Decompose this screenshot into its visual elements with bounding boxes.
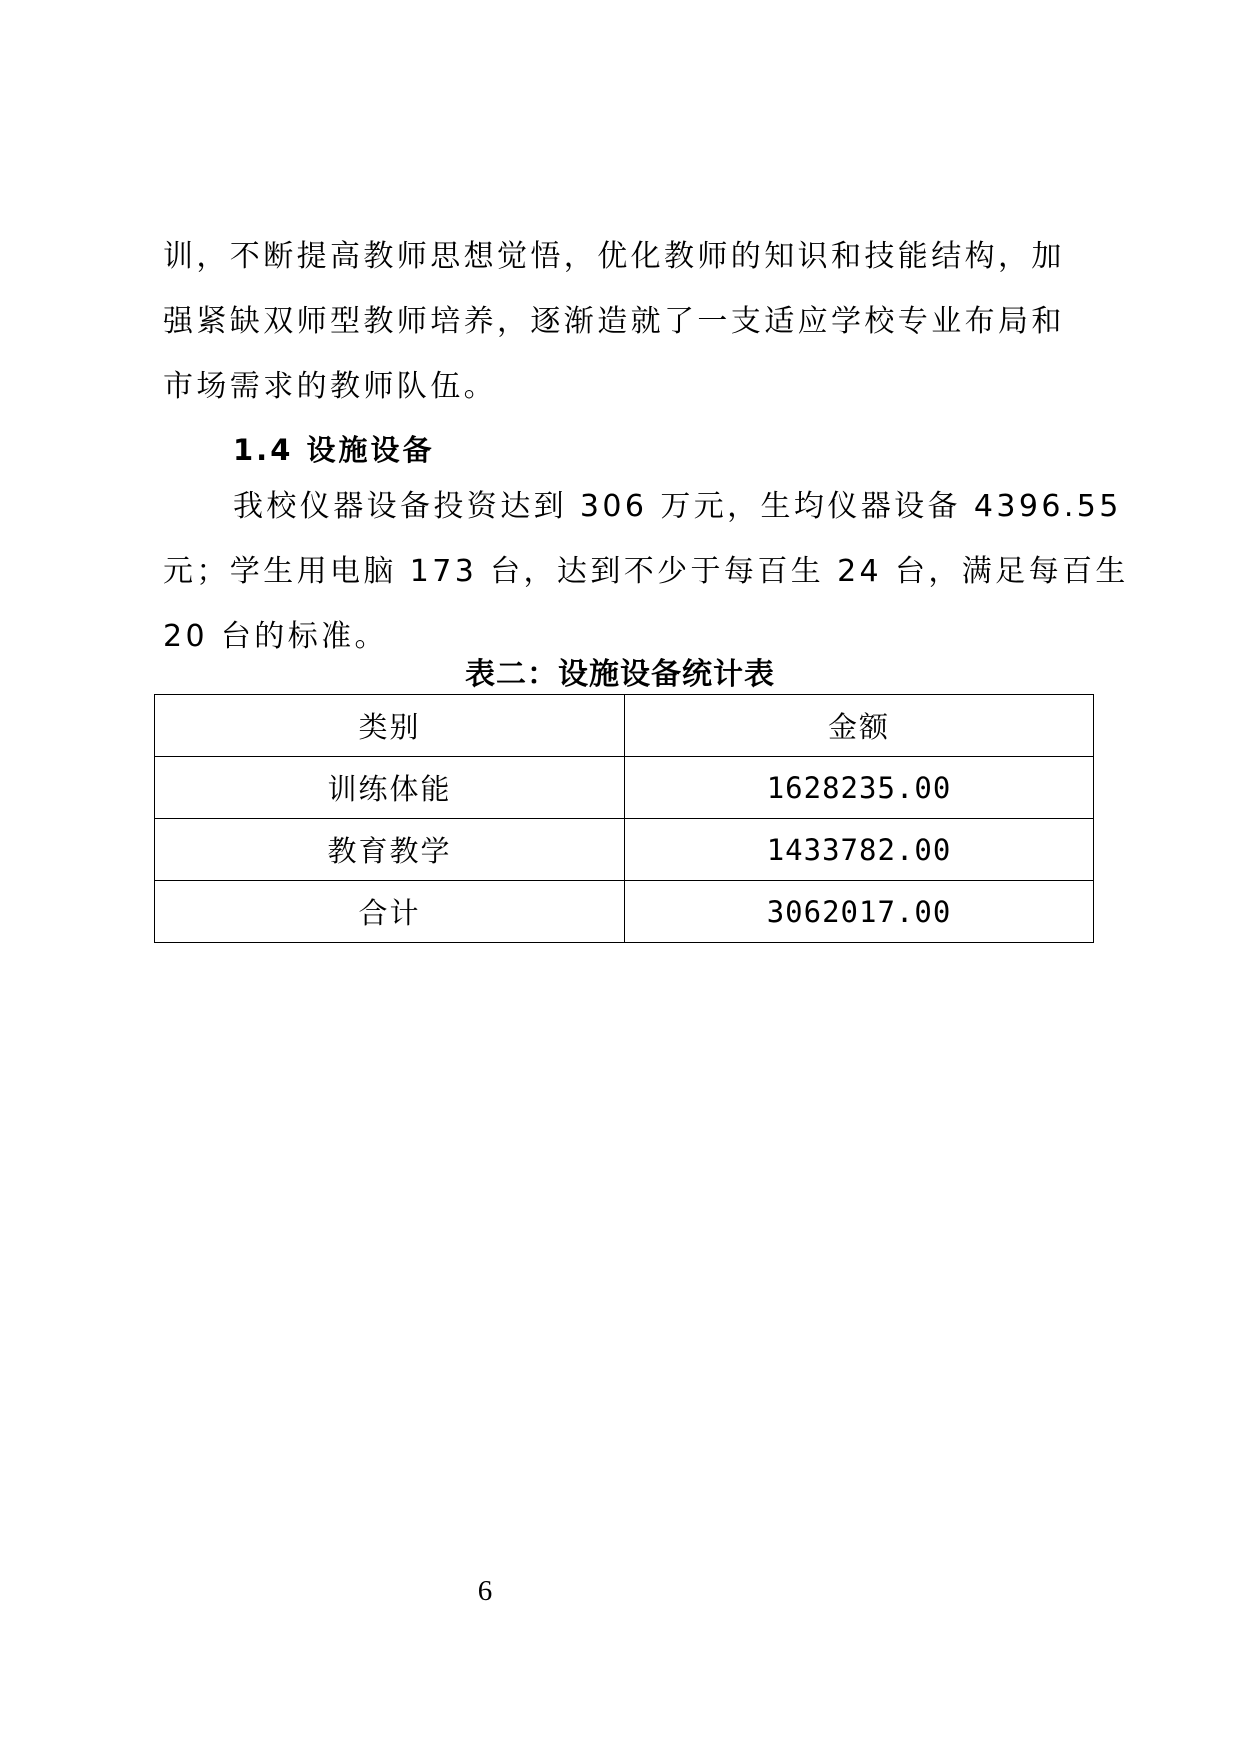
amount-cell: 1628235.00 (625, 757, 1094, 819)
amount-cell: 1433782.00 (625, 819, 1094, 881)
paragraph-line: 我校仪器设备投资达到 306 万元，生均仪器设备 4396.55 (233, 489, 1122, 524)
paragraph-line: 训，不断提高教师思想觉悟，优化教师的知识和技能结构，加 (163, 239, 1065, 274)
category-cell: 合计 (155, 881, 625, 943)
column-header-category: 类别 (155, 695, 625, 757)
section-heading: 1.4 设施设备 (233, 433, 435, 467)
page-number: 6 (477, 1575, 493, 1607)
table-row (155, 757, 1094, 819)
paragraph-line: 强紧缺双师型教师培养，逐渐造就了一支适应学校专业布局和 (163, 304, 1065, 339)
paragraph-line: 20 台的标准。 (163, 619, 388, 654)
body-paragraph (163, 224, 1088, 419)
paragraph-line: 元；学生用电脑 173 台，达到不少于每百生 24 台，满足每百生 (163, 554, 1129, 589)
equipment-statistics-table (154, 694, 1094, 943)
category-cell: 教育教学 (155, 819, 625, 881)
table-caption: 表二：设施设备统计表 (465, 657, 775, 692)
table-header-row (155, 695, 1094, 757)
paragraph-line: 市场需求的教师队伍。 (163, 369, 497, 404)
amount-cell: 3062017.00 (625, 881, 1094, 943)
table-row (155, 819, 1094, 881)
body-paragraph (163, 474, 1129, 669)
column-header-amount: 金额 (625, 695, 1094, 757)
table-total-row (155, 881, 1094, 943)
category-cell: 训练体能 (155, 757, 625, 819)
